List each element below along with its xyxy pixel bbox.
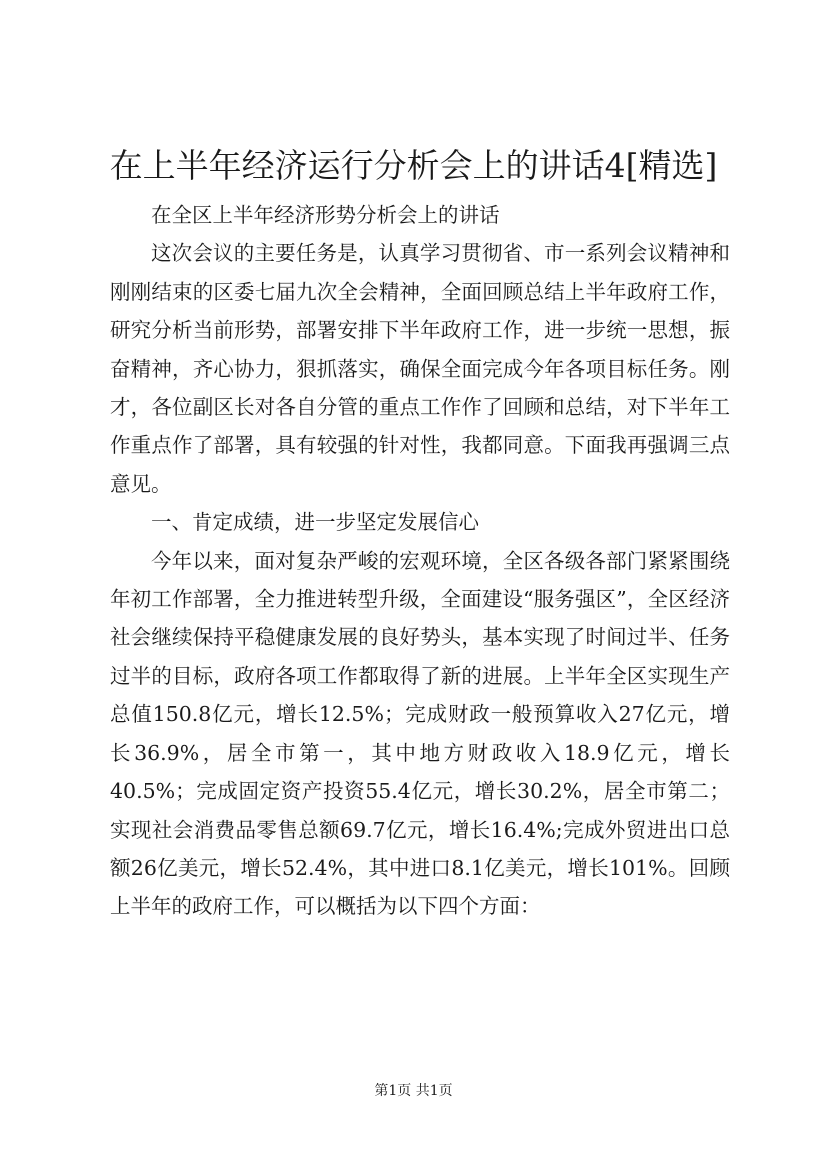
document-title: 在上半年经济运行分析会上的讲话4[精选] [109, 146, 718, 185]
intro-paragraph: 这次会议的主要任务是，认真学习贯彻省、市一系列会议精神和刚刚结束的区委七届九次全会精神，全面回顾总结上半年政府工作，研究分析当前形势，部署安排下半年政府工作，进一步统一思想，振奋精神，齐心协力，狠抓落实，确保全面完成今年各项目标任务。刚才，各位副区长对各自分管的重点工作作了回顾和总结，对下半年工作重点作了部署，具有较强的针对性，我都同意。下面我再强调三点意见。 [110, 241, 730, 496]
section-heading: 一、肯定成绩，进一步坚定发展信心 [151, 510, 479, 535]
speech-subtitle: 在全区上半年经济形势分析会上的讲话 [151, 203, 500, 227]
achievements-paragraph: 今年以来，面对复杂严峻的宏观环境，全区各级各部门紧紧围绕年初工作部署，全力推进转型升级，全面建设“服务强区”，全区经济社会继续保持平稳健康发展的良好势头，基本实现了时间过半、任务过半的目标，政府各项工作都取得了新的进展。上半年全区实现生产总值150.8亿元，增长12.5%；完成财政一般预算收入27亿元，增长36.9%，居全市第一，其中地方财政收入18.9亿元，增长40.5%；完成固定资产投资55.4亿元，增长30.2%，居全市第二；实现社会消费品零售总额69.7亿元，增长16.4%;完成外贸进出口总额26亿美元，增长52.4%，其中进口8.1亿美元，增长101%。回顾上半年的政府工作，可以概括为以下四个方面： [110, 548, 730, 919]
document-body [110, 196, 730, 926]
page-number-footer: 第1页 共1页 [374, 1083, 453, 1099]
